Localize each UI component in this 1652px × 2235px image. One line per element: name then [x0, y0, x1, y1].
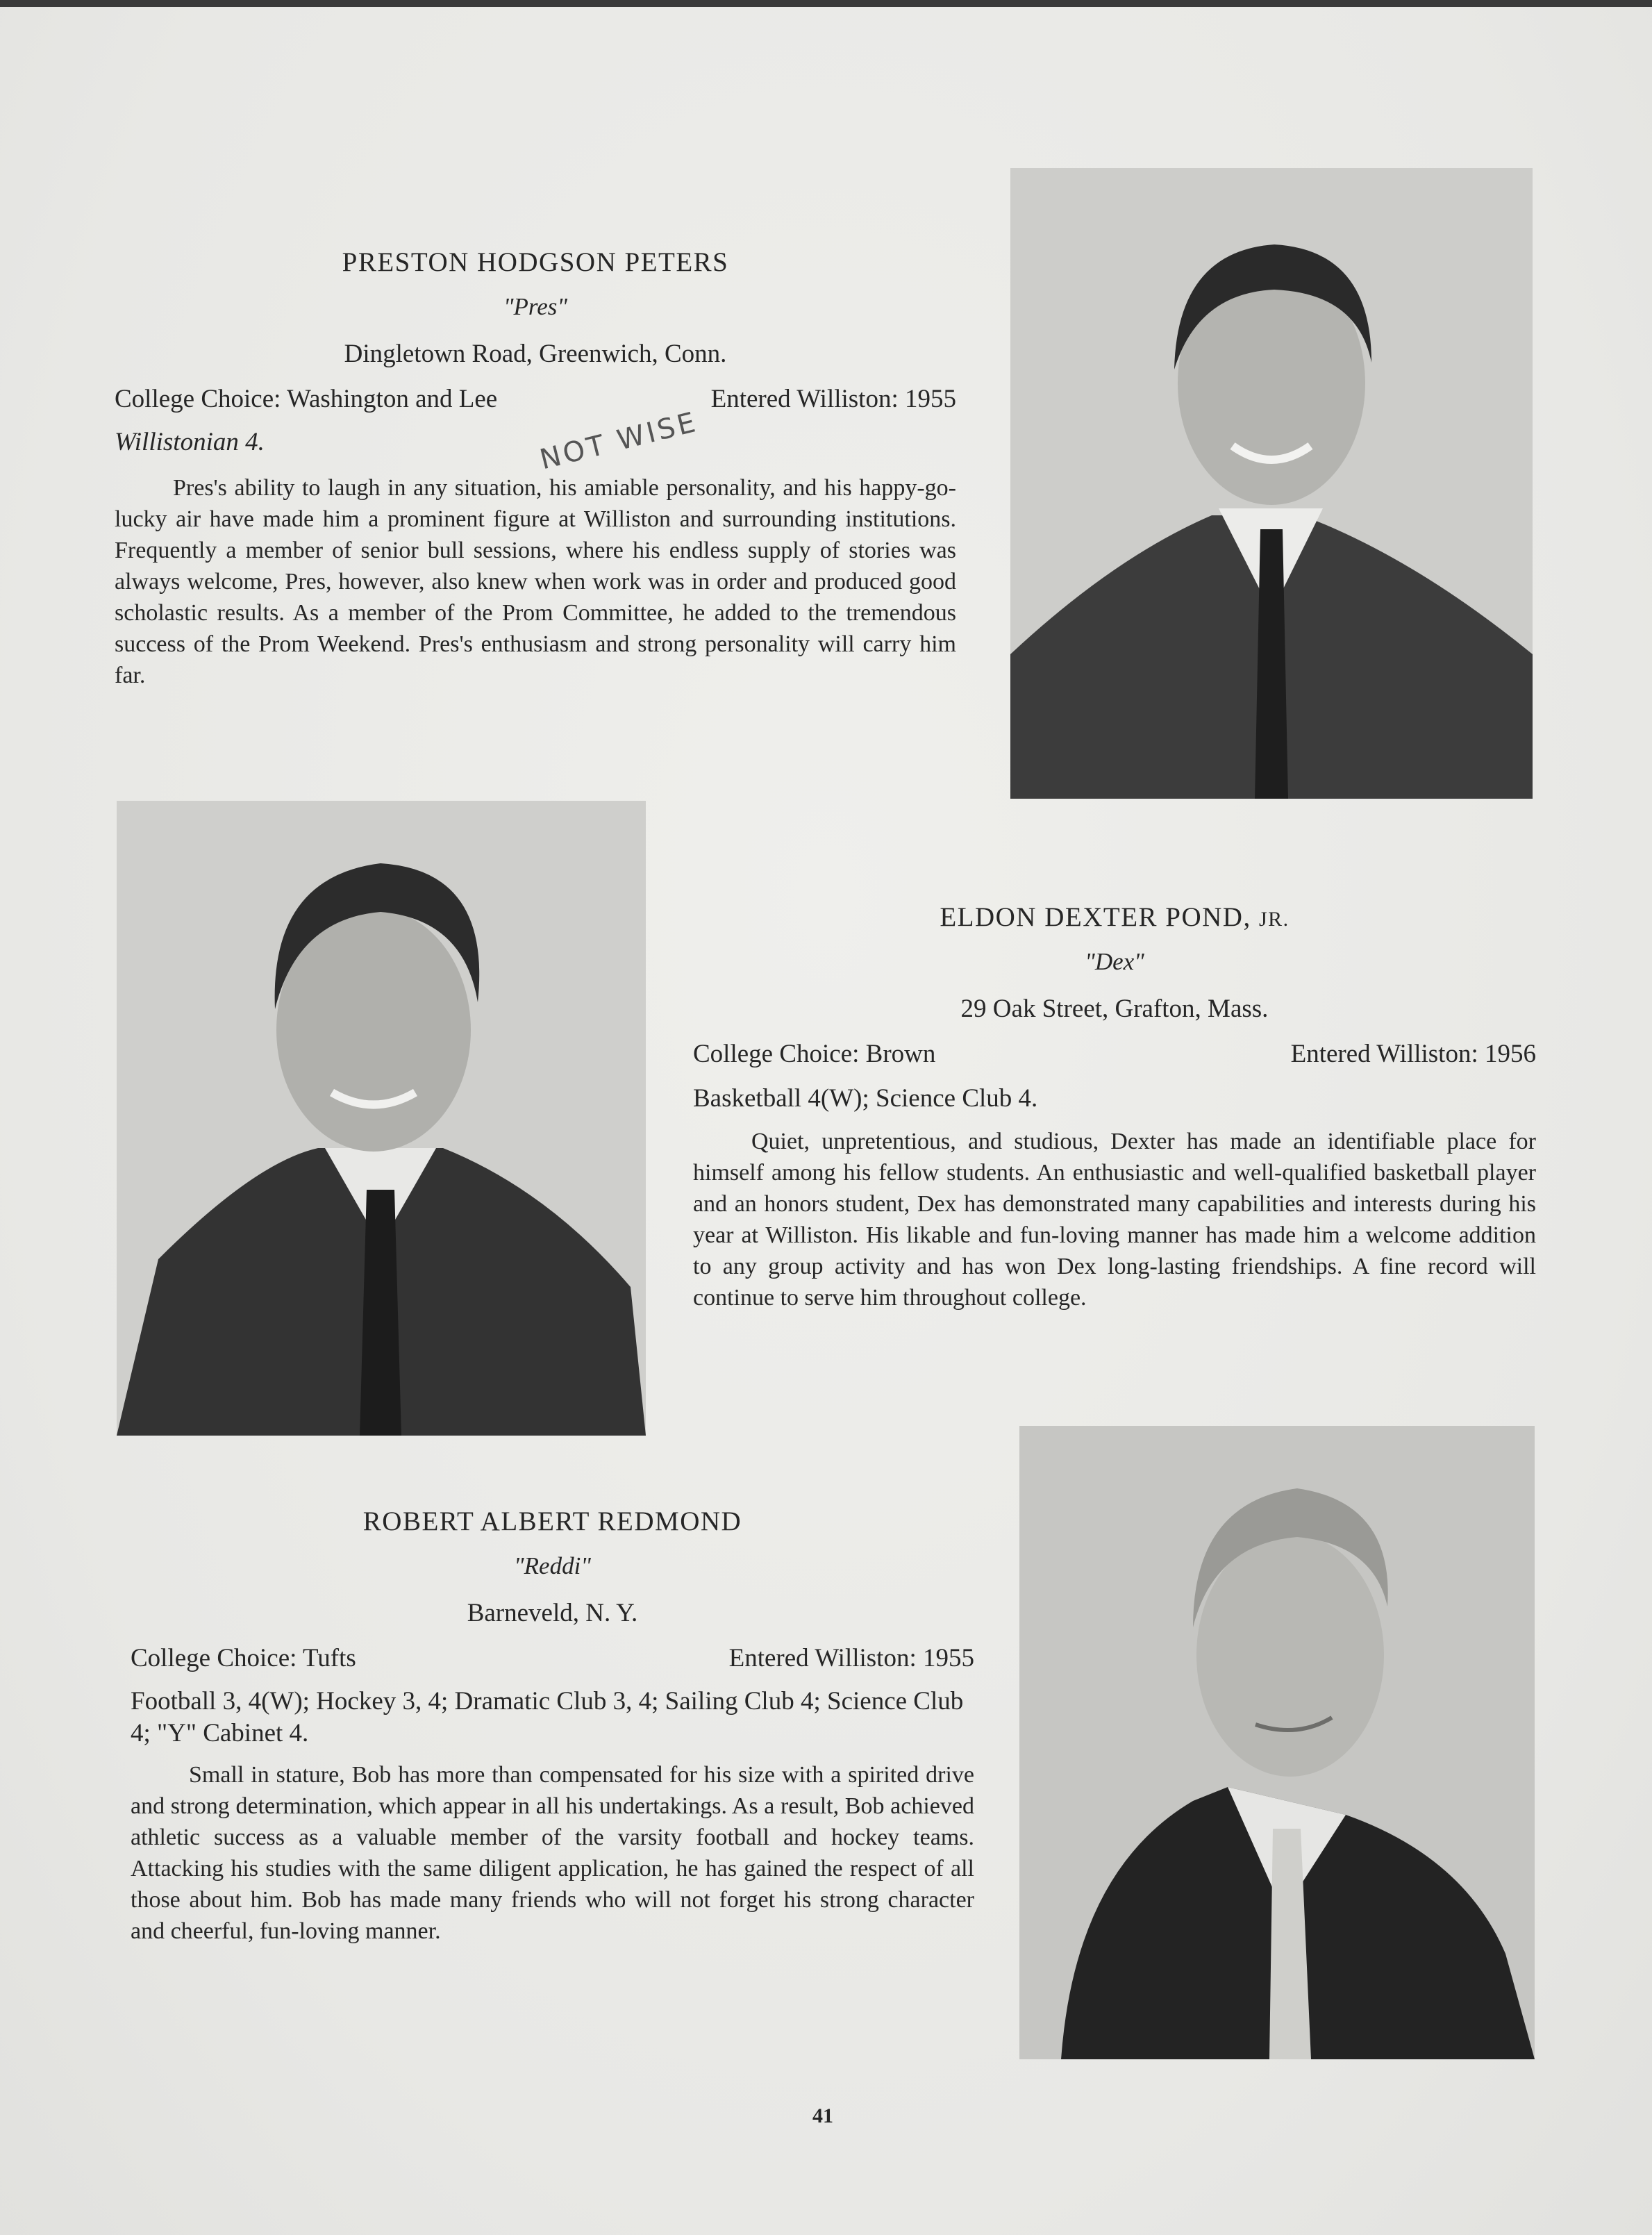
portrait-photo-peters — [1010, 168, 1533, 799]
portrait-image — [117, 801, 646, 1436]
college-row — [693, 1039, 1536, 1069]
student-name: ROBERT ALBERT REDMOND — [362, 1506, 742, 1536]
student-address: Dingletown Road, Greenwich, Conn. — [344, 340, 727, 368]
student-nickname: "Reddi" — [513, 1552, 592, 1579]
college-choice: College Choice: Washington and Lee — [115, 385, 498, 413]
student-bio: Pres's ability to laugh in any situation, his amiable personality, and his happy-go-lucky air have made him a prominent figure at Williston and surrounding institutions. Frequently a member of senior bull sessions, where his endless supply of stories was always welcome, Pres, however, also knew when work was in order and produced good scholastic results. As a member of the Prom Committee, he added to the tremendous success of the Prom Weekend. Pres's enthusiasm and strong personality will carry him far. — [115, 475, 956, 688]
student-bio: Quiet, unpretentious, and studious, Dexter has made an identifiable place for himself among his fellow students. An enthusiastic and well-qualified basketball player and an honors student, Dex has demonstrated many capabilities and interests during his year at Williston. His likable and fun-loving manner has made him a welcome addition to any group activity and has won Dex long-lasting friendships. A fine record will continue to serve him throughout college. — [693, 1129, 1536, 1311]
activities — [115, 426, 956, 458]
student-name-main: ELDON DEXTER POND, — [940, 902, 1251, 932]
student-entry-pond — [693, 902, 1536, 1313]
student-name — [693, 902, 1536, 933]
portrait-image — [1019, 1426, 1535, 2059]
activities: Football 3, 4(W); Hockey 3, 4; Dramatic Club 3, 4; Sailing Club 4; Science Club 4; "Y" Cabinet 4. — [131, 1687, 964, 1747]
activities-text: Willistonian 4. — [115, 428, 265, 456]
entered-williston: Entered Williston: 1955 — [710, 385, 956, 413]
entered-williston: Entered Williston: 1956 — [1290, 1040, 1536, 1068]
college-row — [115, 384, 956, 414]
page-number: 41 — [812, 2104, 833, 2127]
portrait-photo-redmond — [1019, 1426, 1535, 2059]
college-choice: College Choice: Tufts — [131, 1644, 356, 1672]
student-bio: Small in stature, Bob has more than compensated for his size with a spirited drive and strong determination, which appear in all his undertakings. As a result, Bob achieved athletic success as a valuable member of the varsity football and hockey teams. Attacking his studies with the same diligent application, he has gained the respect of all those about him. Bob has made many friends who will not forget his strong character and cheerful, fun-loving manner. — [131, 1762, 974, 1944]
student-name: PRESTON HODGSON PETERS — [342, 247, 729, 277]
handwritten-note: NOT WISE — [536, 406, 701, 476]
college-row — [131, 1643, 974, 1673]
college-choice: College Choice: Brown — [693, 1040, 936, 1068]
student-name-suffix: JR. — [1258, 908, 1290, 931]
student-entry-redmond — [131, 1506, 974, 1947]
student-entry-peters — [115, 247, 956, 691]
scan-edge — [0, 0, 1652, 7]
student-nickname: "Pres" — [503, 293, 568, 320]
student-address: Barneveld, N. Y. — [467, 1599, 638, 1627]
portrait-photo-pond — [117, 801, 646, 1436]
activities: Basketball 4(W); Science Club 4. — [693, 1084, 1038, 1113]
entered-williston: Entered Williston: 1955 — [728, 1644, 974, 1672]
student-address: 29 Oak Street, Grafton, Mass. — [960, 995, 1269, 1023]
portrait-image — [1010, 168, 1533, 799]
student-nickname: "Dex" — [1085, 948, 1144, 975]
